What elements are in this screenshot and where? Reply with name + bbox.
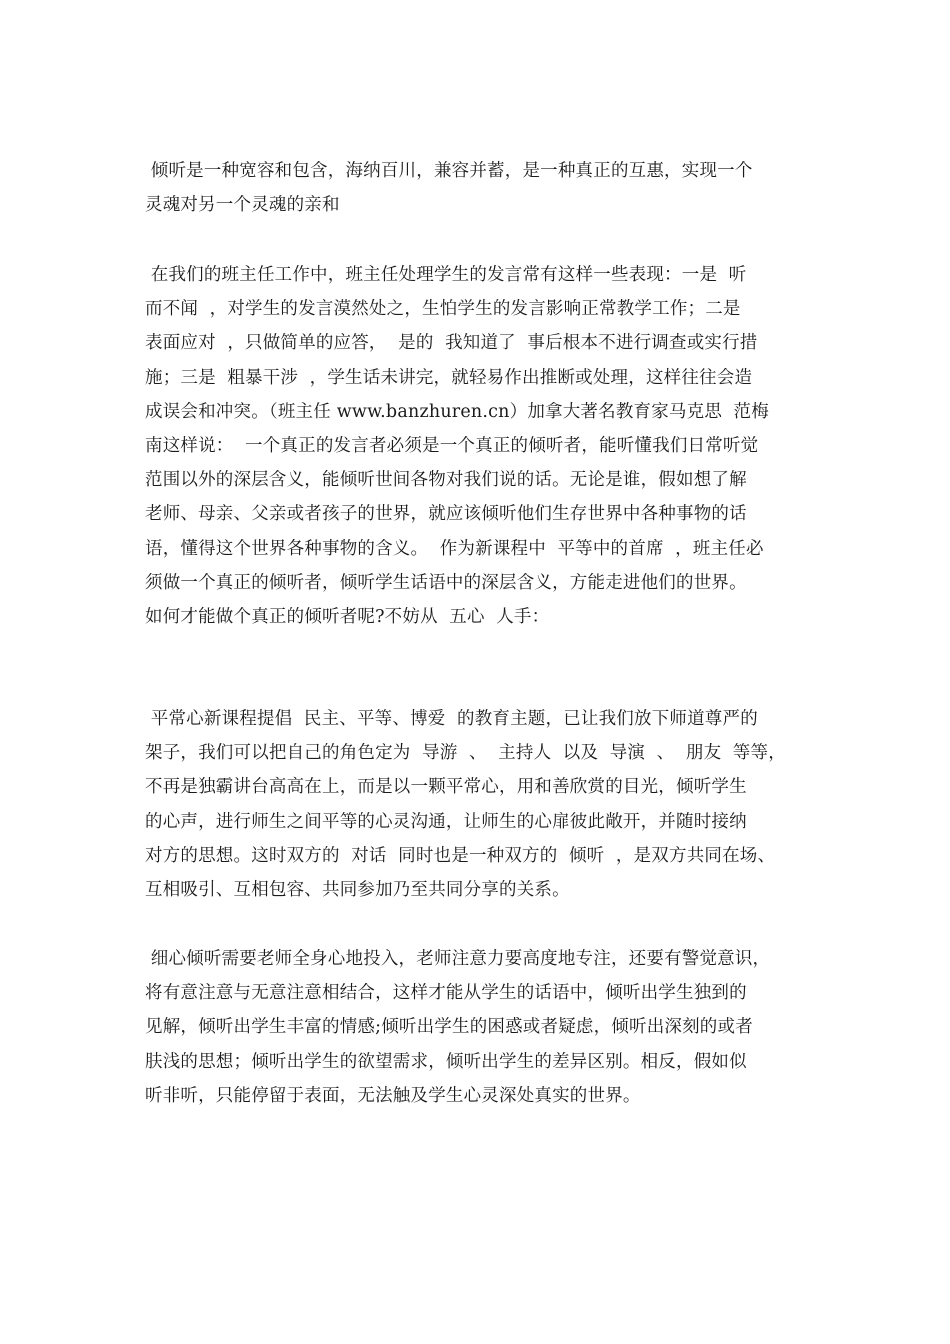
text-line: 肤浅的思想；倾听出学生的欲望需求，倾听出学生的差异区别。相反，假如似 [145,1051,747,1072]
text-line: 老师、母亲、父亲或者孩子的世界，就应该倾听他们生存世界中各种事物的话 [145,504,747,525]
text-line: 的心声，进行师生之间平等的心灵沟通，让师生的心扉彼此敞开，并随时接纳 [145,811,747,832]
text-line: 将有意注意与无意注意相结合，这样才能从学生的话语中，倾听出学生独到的 [145,983,747,1004]
text-line: 对方的思想。这时双方的 对话 同时也是一种双方的 倾听 ，是双方共同在场、 [145,845,776,866]
text-line: 互相吸引、互相包容、共同参加乃至共同分享的关系。 [145,880,570,901]
text-line: 施；三是 粗暴干涉 ，学生话未讲完，就轻易作出推断或处理，这样往往会造 [145,367,753,388]
text-line: 平常心新课程提倡 民主、平等、博爱 的教育主题，已让我们放下师道尊严的 [145,709,758,729]
text-line: 如何才能做个真正的倾听者呢?不妨从 五心 人手： [145,607,550,628]
text-line: 表面应对 ，只做简单的应答， 是的 我知道了 事后根本不进行调查或实行措 [145,333,758,354]
text-line: 语，懂得这个世界各种事物的含义。 作为新课程中 平等中的首席 ，班主任必 [145,538,764,559]
paragraph-1 [145,154,815,222]
text-line: 细心倾听需要老师全身心地投入，老师注意力要高度地专注，还要有警觉意识， [145,949,771,969]
paragraph-2 [145,258,815,634]
text-line: 不再是独霸讲台高高在上，而是以一颗平常心，用和善欣赏的目光，倾听学生 [145,777,747,798]
text-line: 架子，我们可以把自己的角色定为 导游 、 主持人 以及 导演 、 朋友 等等， [145,743,786,764]
paragraph-4 [145,942,815,1113]
text-line: 倾听是一种宽容和包含，海纳百川，兼容并蓄，是一种真正的互惠，实现一个 [145,161,753,181]
text-line: 南这样说： 一个真正的发言者必须是一个真正的倾听者，能听懂我们日常听觉 [145,436,759,457]
text-line: 见解，倾听出学生丰富的情感;倾听出学生的困惑或者疑虑，倾听出深刻的或者 [145,1017,753,1038]
text-line: 范围以外的深层含义，能倾听世间各物对我们说的话。无论是谁，假如想了解 [145,470,747,491]
text-line: 而不闻 ，对学生的发言漠然处之，生怕学生的发言影响正常教学工作；二是 [145,299,741,320]
text-line: 灵魂对另一个灵魂的亲和 [145,195,340,216]
text-line: 听非听，只能停留于表面，无法触及学生心灵深处真实的世界。 [145,1085,641,1106]
paragraph-3 [145,702,815,907]
text-line: 在我们的班主任工作中，班主任处理学生的发言常有这样一些表现：一是 听 [145,265,747,285]
text-line: 须做一个真正的倾听者，倾听学生话语中的深层含义，方能走进他们的世界。 [145,572,747,593]
text-line: 成误会和冲突。（班主任 www.banzhuren.cn）加拿大著名教育家马克思 范梅 [145,401,769,422]
